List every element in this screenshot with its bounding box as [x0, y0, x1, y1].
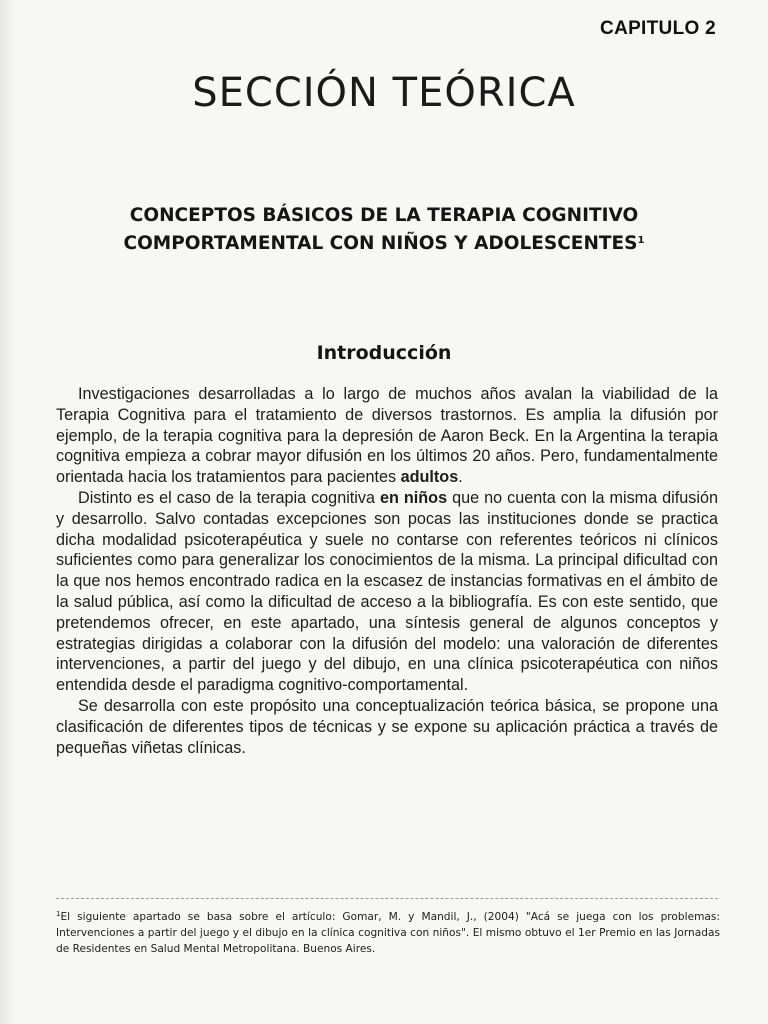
page-edge-shadow — [0, 0, 16, 1024]
section-title: SECCIÓN TEÓRICA — [192, 70, 576, 116]
paragraph-2 — [56, 488, 718, 696]
footnote — [56, 906, 720, 957]
intro-heading: Introducción — [316, 342, 452, 364]
paragraph-1-text: Investigaciones desarrolladas a lo largo de muchos años avalan la viabilidad de la Terapia Cognitiva para el tratamiento de diversos trastornos. Es amplia la difusión por ejemplo, de la terapia cognitiva para la depresión de Aaron Beck. En la Argentina la terapia cognitiva empieza a cobrar mayor difusión en los últimos 20 años. Pero, fundamentalmente orientada hacia los tratamientos para pacientes — [56, 385, 718, 487]
article-heading-line2 — [60, 228, 708, 256]
paragraph-2-text: que no cuenta con la misma difusión y desarrollo. Salvo contadas excepciones son pocas las instituciones donde se practica dicha modalidad psicoterapéutica y suele no contarse con referentes teóricos ni clínicos suficientes como para generalizar los conocimientos de la misma. La principal dificultad con la que nos hemos encontrado radica en la escasez de instancias formativas en el ámbito de la salud pública, así como la dificultad de acceso a la bibliografía. Es con este sentido, que pretendemos ofrecer, en este apartado, una síntesis general de algunos conceptos y estrategias dirigidas a colaborar con la difusión del modelo: una valoración de diferentes intervenciones, a partir del juego y del dibujo, en una clínica psicoterapéutica con niños entendida desde el paradigma cognitivo-comportamental. — [56, 488, 718, 695]
paragraph-1-end: . — [458, 468, 463, 487]
paragraph-3: Se desarrolla con este propósito una conceptualización teórica básica, se propone una clasificación de diferentes tipos de técnicas y se expone su aplicación práctica a través de pequeñas viñetas clínicas. — [56, 696, 718, 757]
article-heading-line2-text: COMPORTAMENTAL CON NIÑOS Y ADOLESCENTES — [123, 233, 638, 254]
paragraph-2-bold: en niños — [380, 488, 448, 507]
article-body — [56, 384, 718, 758]
chapter-label: CAPITULO 2 — [600, 18, 716, 39]
footnote-divider — [56, 898, 718, 899]
article-heading — [60, 203, 708, 256]
footnote-text: El siguiente apartado se basa sobre el artículo: Gomar, M. y Mandil, J., (2004) "Acá se juega con los problemas: Intervenciones a partir del juego y el dibujo en la clínica cognitiva con niños". El mismo obtuvo el 1er Premio en las Jornadas de Residentes en Salud Mental Metropolitana. Buenos Aires. — [56, 911, 720, 955]
article-heading-line1: CONCEPTOS BÁSICOS DE LA TERAPIA COGNITIVO — [129, 205, 639, 226]
paragraph-1 — [56, 384, 718, 488]
paragraph-2-start: Distinto es el caso de la terapia cognitiva — [78, 488, 380, 507]
paragraph-1-bold: adultos — [400, 468, 459, 487]
heading-footnote-marker: 1 — [637, 235, 645, 246]
footnote-marker: 1 — [56, 910, 61, 918]
